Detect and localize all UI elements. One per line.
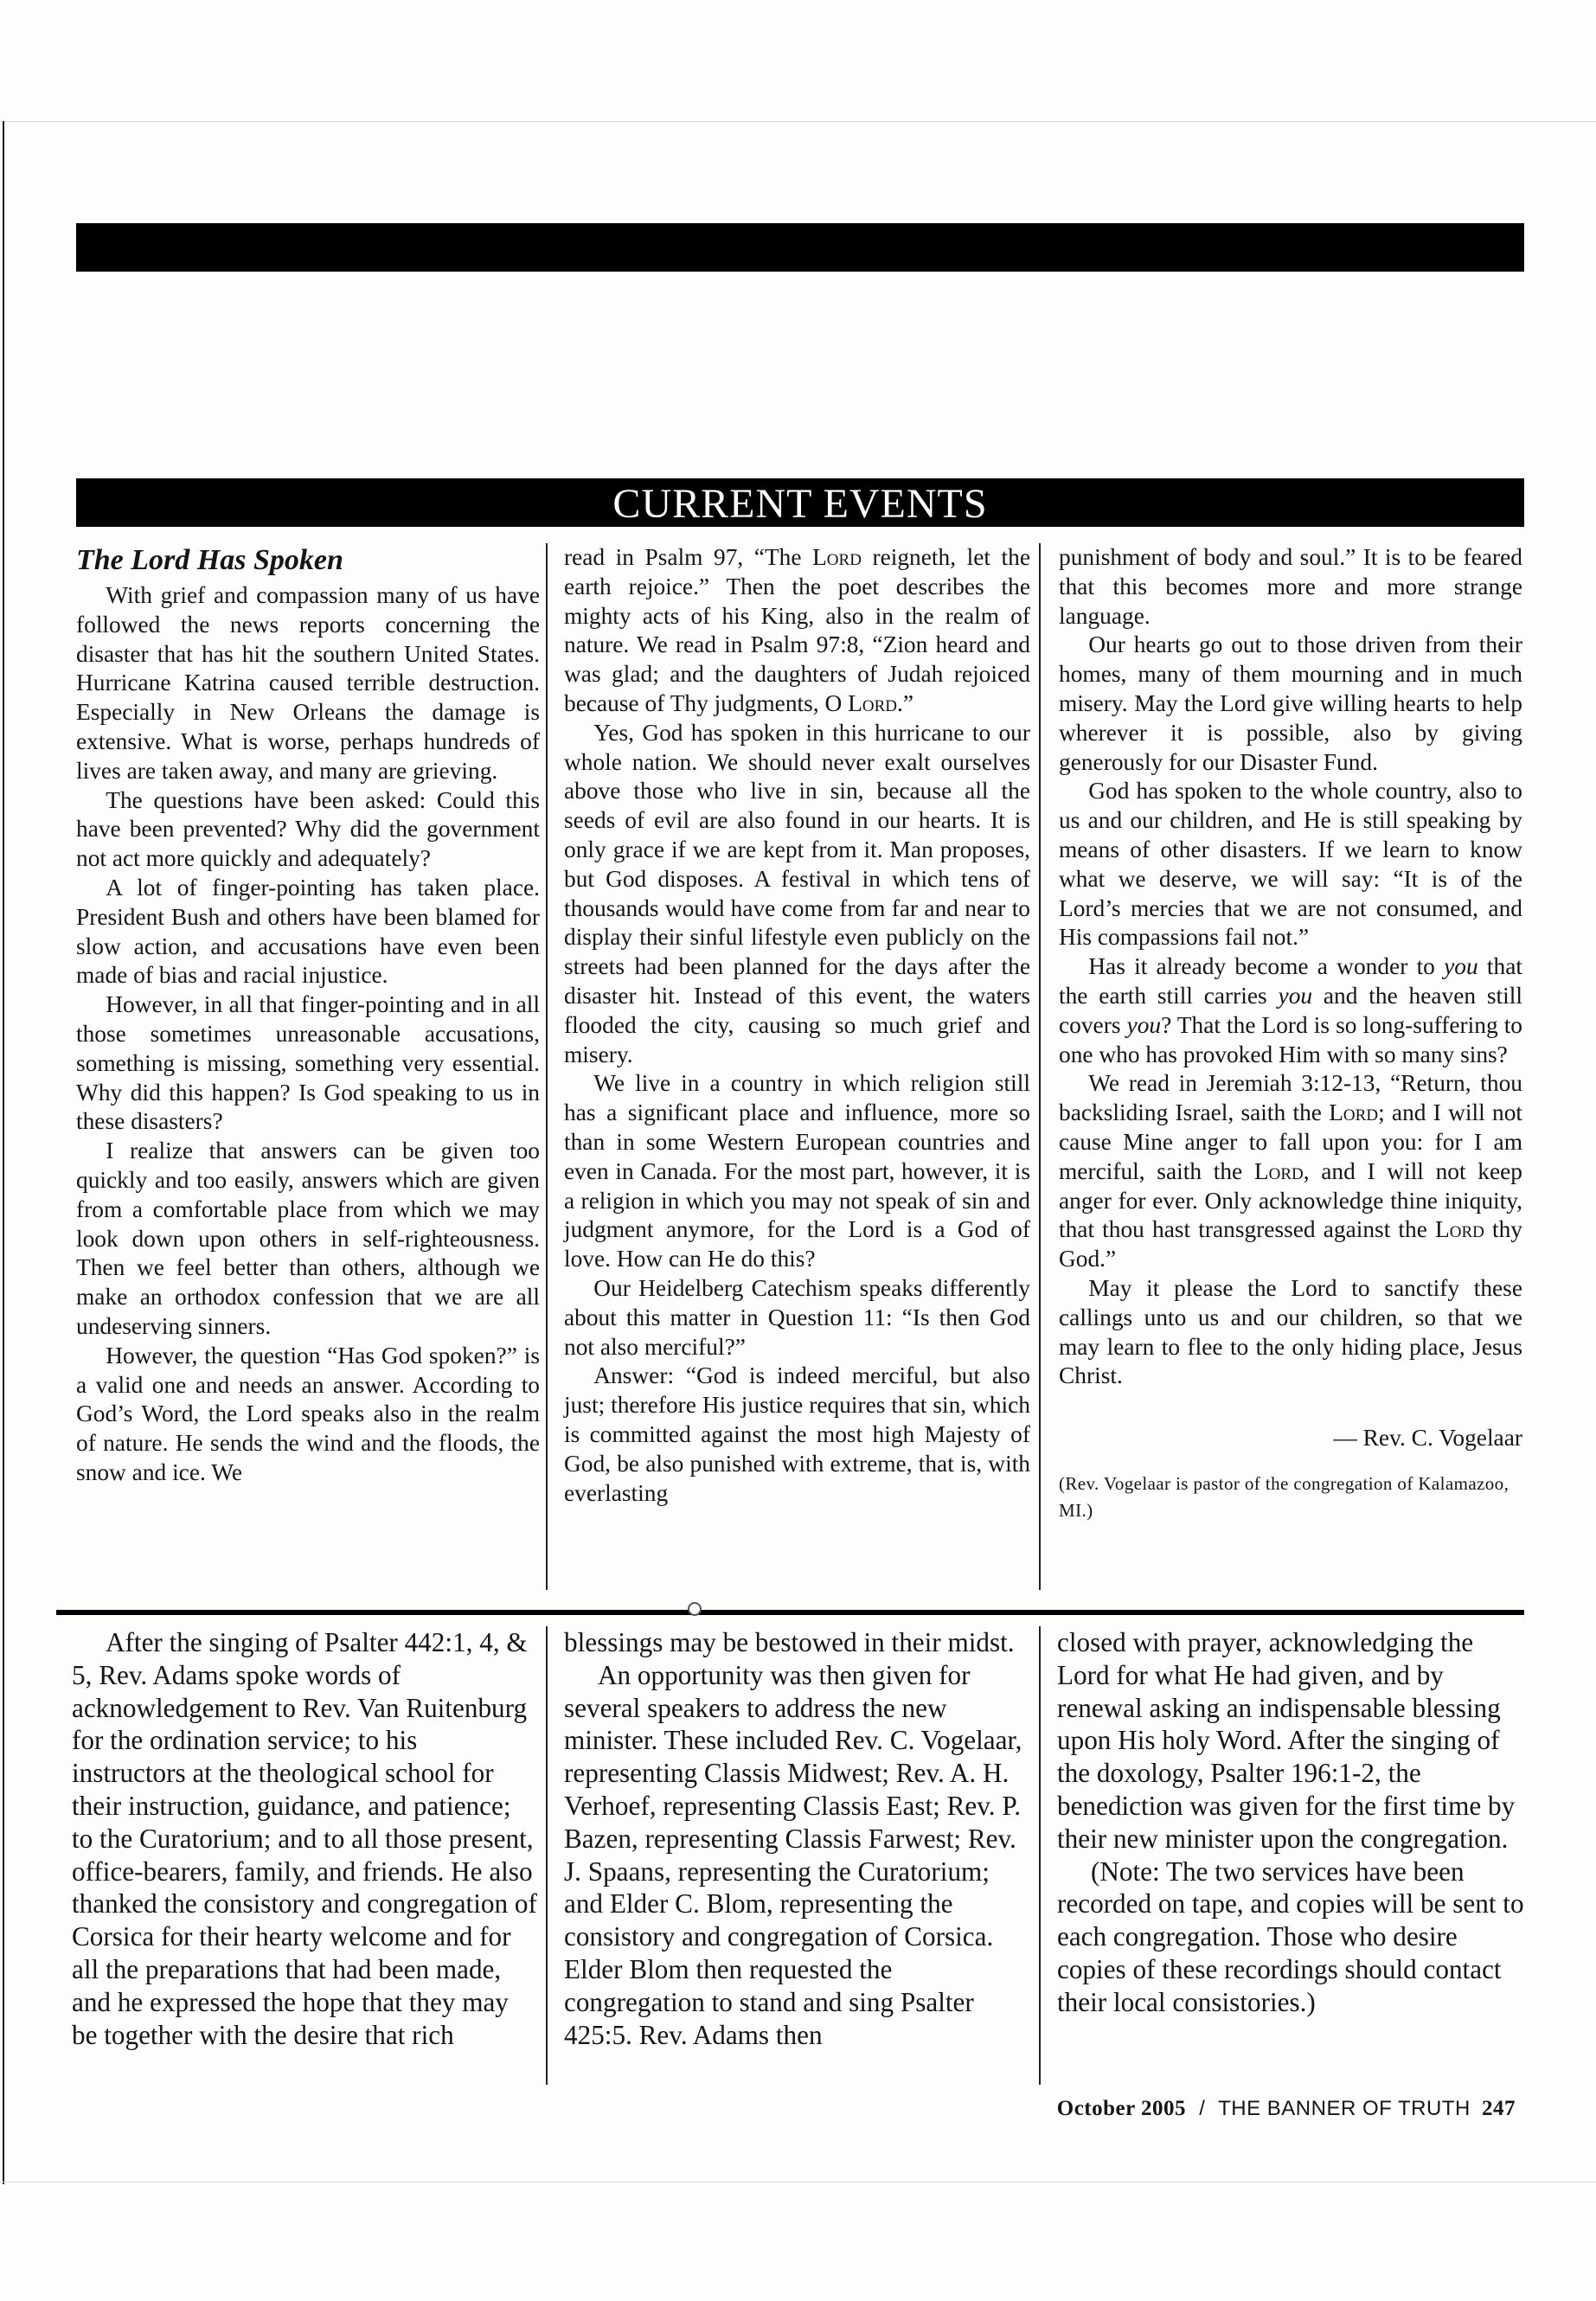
article-paragraph: May it please the Lord to sanctify these callings unto us and our children, so that we may learn to flee to the only hiding place, Jesus Christ. [1059, 1274, 1522, 1389]
report-column-3 [1057, 1626, 1524, 2019]
article-paragraph: Answer: “God is indeed merciful, but also just; therefore His justice requires that sin, which is committed against the most high Majesty of God, be also punished with extreme, that is, with everlasting [564, 1362, 1030, 1506]
article-paragraph: punishment of body and soul.” It is to be feared that this becomes more and more strange language. [1059, 544, 1522, 629]
article-paragraph: A lot of finger-pointing has taken place. President Bush and others have been blamed for slow action, and accusations have even been made of bias and racial injustice. [76, 874, 540, 989]
top-scan-edge [0, 121, 1596, 122]
report-paragraph: blessings may be bestowed in their midst. [564, 1627, 1015, 1657]
column-rule [1039, 1626, 1041, 2085]
article-paragraph: read in Psalm 97, “The Lord reigneth, let the earth rejoice.” Then the poet describes the mighty acts of his King, also in the realm of nature. We read in Psalm 97:8, “Zion heard and was glad; and the daughters of Judah rejoiced because of Thy judgments, O Lord.” [564, 544, 1030, 716]
report-paragraph: (Note: The two services have been recorded on tape, and copies will be sent to each congregation. Those who desire copies of these recordings should contact their local consistories.) [1057, 1856, 1524, 2017]
author-signature: — Rev. C. Vogelaar [1333, 1425, 1522, 1452]
page-number: 247 [1482, 2097, 1516, 2120]
page-footer [1057, 2096, 1516, 2122]
separator-ornament [688, 1602, 702, 1616]
author-note: (Rev. Vogelaar is pastor of the congregation of Kalamazoo, MI.) [1059, 1472, 1509, 1521]
report-paragraph: After the singing of Psalter 442:1, 4, & 5, Rev. Adams spoke words of acknowledgement to Rev. Van Ruitenburg for the ordination service; to his instructors at the theological school for their instruction, guidance, and patience; to the Curatorium; and to all those present, office-bearers, family, and friends. He also thanked the consistory and congregation of Corsica for their hearty welcome and for all the preparations that had been made, and he expressed the hope that they may be together with the desire that rich [72, 1627, 537, 2050]
article-paragraph: Our hearts go out to those driven from their homes, many of them mourning and in much misery. May the Lord give willing hearts to help wherever it is possible, also by giving generously for our Disaster Fund. [1059, 631, 1522, 775]
article-paragraph: We read in Jeremiah 3:12-13, “Return, thou backsliding Israel, saith the Lord; and I will not cause Mine anger to fall upon you: for I am merciful, saith the Lord, and I will not keep anger for ever. Only acknowledge thine iniquity, that thou hast transgressed against the Lord thy God.” [1059, 1070, 1522, 1272]
section-separator [56, 1610, 1524, 1615]
article-paragraph: We live in a country in which religion still has a significant place and influence, more so than in some Western European countries and even in Canada. For the most part, however, it is a religion in which you may not speak of sin and judgment anymore, for the Lord is a God of love. How can He do this? [564, 1070, 1030, 1272]
article-paragraph: Our Heidelberg Catechism speaks differently about this matter in Question 11: “Is then God not also merciful?” [564, 1274, 1030, 1360]
article-paragraph: However, the question “Has God spoken?” is a valid one and needs an answer. According to God’s Word, the Lord speaks also in the realm of nature. He sends the wind and the floods, the snow and ice. We [76, 1342, 540, 1485]
article-column-2 [564, 543, 1030, 1508]
issue-date: October 2005 [1056, 2097, 1187, 2120]
report-column-1 [72, 1626, 537, 2051]
column-rule [1039, 543, 1041, 1590]
report-paragraph: An opportunity was then given for several speakers to address the new minister. These included Rev. C. Vogelaar, representing Classis Midwest; Rev. A. H. Verhoef, representing Classis East; Rev. P. Bazen, representing Classis Farwest; Rev. J. Spaans, representing the Curatorium; and Elder C. Blom, representing the consistory and congregation of Corsica. Elder Blom then requested the congregation to stand and sing Psalter 425:5. Rev. Adams then [564, 1659, 1022, 2050]
article-paragraph: Yes, God has spoken in this hurricane to our whole nation. We should never exalt ourselves above those who live in sin, because all the seeds of evil are also found in our hearts. It is only grace if we are kept from it. Man proposes, but God disposes. A festival in which tens of thousands would have come from far and near to display their sinful lifestyle even publicly on the streets had been planned for the days after the disaster hit. Instead of this event, the waters flooded the city, causing so much grief and misery. [564, 719, 1030, 1067]
column-rule [546, 543, 548, 1590]
left-scan-edge [3, 121, 4, 2184]
report-column-2 [564, 1626, 1031, 2051]
article-paragraph: However, in all that finger-pointing and in all those sometimes unreasonable accusations, something is missing, something very essential. Why did this happen? Is God speaking to us in these disasters? [76, 991, 540, 1135]
top-black-bar [76, 223, 1524, 272]
report-paragraph: closed with prayer, acknowledging the Lord for what He had given, and by renewal asking an indispensable blessing upon His holy Word. After the singing of the doxology, Psalter 196:1-2, the benediction was given for the first time by their new minister upon the congregation. [1057, 1627, 1516, 1854]
footer-separator: / [1199, 2097, 1206, 2120]
article-paragraph: Has it already become a wonder to you that the earth still carries you and the heaven still covers you? That the Lord is so long-suffering to one who has provoked Him with so many sins? [1059, 953, 1523, 1067]
article-paragraph: I realize that answers can be given too quickly and too easily, answers which are given from a comfortable place from which we may look down upon others in self-righteousness. Then we feel better than others, although we make an orthodox confession that we are all undeserving sinners. [76, 1138, 540, 1339]
section-banner: CURRENT EVENTS [76, 478, 1524, 527]
article-paragraph: God has spoken to the whole country, also to us and our children, and He is still speaking by means of other disasters. If we learn to know what we deserve, we will say: “It is of the Lord’s mercies that we are not consumed, and His compassions fail not.” [1059, 778, 1522, 951]
column-rule [546, 1626, 548, 2085]
article-paragraph: With grief and compassion many of us have followed the news reports concerning the disaster that has hit the southern United States. Hurricane Katrina caused terrible destruction. Especially in New Orleans the damage is extensive. What is worse, perhaps hundreds of lives are taken away, and many are grieving. [76, 582, 540, 784]
article-column-3 [1059, 543, 1522, 1524]
publication-name: THE BANNER OF TRUTH [1218, 2097, 1471, 2120]
article-column-1 [76, 543, 540, 1488]
article-heading: The Lord Has Spoken [76, 544, 343, 576]
article-paragraph: The questions have been asked: Could this have been prevented? Why did the government not act more quickly and adequately? [76, 786, 540, 872]
